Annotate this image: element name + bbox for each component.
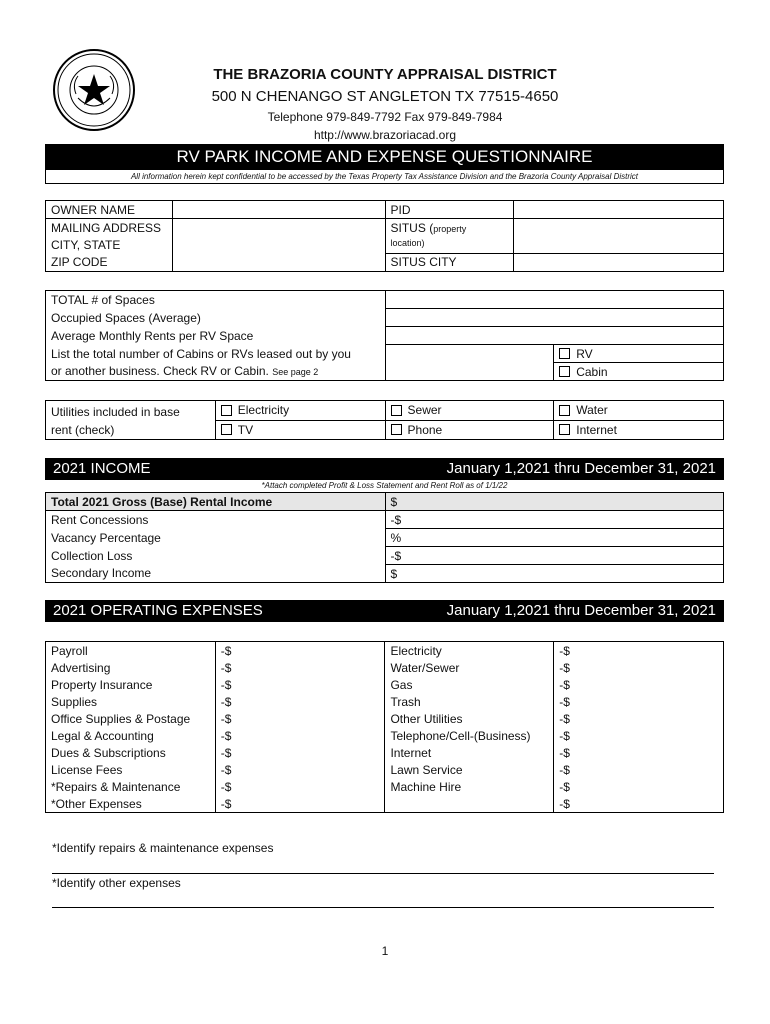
tv-checkbox-box[interactable] [221,424,232,435]
water-checkbox-box[interactable] [559,405,570,416]
other-note: *Identify other expenses [52,876,181,890]
expense-value-left[interactable]: -$ [215,676,385,693]
expense-value-left[interactable]: -$ [215,710,385,727]
expense-label-right: Water/Sewer [385,659,554,676]
mailing-address-label: MAILING ADDRESS [46,219,173,237]
income-table [45,492,724,583]
expense-row [46,642,724,660]
rv-checkbox-box[interactable] [559,348,570,359]
electricity-checkbox-box[interactable] [221,405,232,416]
income-row-value[interactable]: % [385,529,723,547]
income-row-value[interactable]: -$ [385,547,723,565]
org-website[interactable]: http://www.brazoriacad.org [313,128,457,142]
expense-row [46,778,724,795]
occupied-spaces-label: Occupied Spaces (Average) [46,309,386,327]
expenses-table [45,641,724,813]
other-line[interactable] [52,906,714,908]
phone-checkbox[interactable]: Phone [385,420,554,440]
income-row [46,547,724,565]
expense-value-right[interactable]: -$ [554,642,724,660]
repairs-line[interactable] [52,872,714,874]
owner-table [45,200,724,272]
expense-value-right[interactable]: -$ [554,761,724,778]
avg-rent-field[interactable] [385,327,724,345]
page-number: 1 [381,944,389,958]
cabin-checkbox[interactable]: Cabin [554,363,724,381]
income-row-value[interactable]: $ [385,565,723,583]
expense-value-left[interactable]: -$ [215,744,385,761]
internet-checkbox[interactable]: Internet [554,420,724,440]
form-title: RV PARK INCOME AND EXPENSE QUESTIONNAIRE [45,144,724,170]
total-spaces-label: TOTAL # of Spaces [46,291,386,309]
internet-checkbox-box[interactable] [559,424,570,435]
pid-field[interactable] [514,201,724,219]
sewer-checkbox[interactable]: Sewer [385,401,554,421]
list-count-field[interactable] [385,345,554,381]
occupied-spaces-field[interactable] [385,309,724,327]
expense-row [46,659,724,676]
expense-label-left: *Repairs & Maintenance [46,778,216,795]
income-row-label: Rent Concessions [46,511,386,529]
city-state-label: CITY, STATE [46,236,173,253]
expense-row [46,744,724,761]
expense-label-left: Supplies [46,693,216,710]
expense-value-left[interactable]: -$ [215,761,385,778]
expense-row [46,710,724,727]
total-spaces-field[interactable] [385,291,724,309]
expenses-period: January 1,2021 thru December 31, 2021 [446,602,716,619]
income-row-value[interactable]: $ [385,493,723,511]
expenses-section-header [45,600,724,622]
expense-label-right: Trash [385,693,554,710]
sewer-checkbox-box[interactable] [391,405,402,416]
cabin-checkbox-box[interactable] [559,366,570,377]
situs-city-label: SITUS CITY [385,253,514,271]
expense-label-left: Dues & Subscriptions [46,744,216,761]
income-row-value[interactable]: -$ [385,511,723,529]
expense-value-right[interactable]: -$ [554,778,724,795]
list-label-line2: or another business. Check RV or Cabin. See page 2 [46,363,386,381]
situs-label: SITUS (property location) [385,219,514,254]
expense-label-right: Other Utilities [385,710,554,727]
expense-label-left: License Fees [46,761,216,778]
org-phone: Telephone 979-849-7792 Fax 979-849-7984 [267,110,503,124]
electricity-checkbox[interactable]: Electricity [215,401,385,421]
income-row-label: Secondary Income [46,565,386,583]
expense-label-right: Machine Hire [385,778,554,795]
expense-row [46,676,724,693]
expense-label-right: Internet [385,744,554,761]
expense-value-right[interactable]: -$ [554,795,724,813]
expense-label-left: Legal & Accounting [46,727,216,744]
income-row-label: Vacancy Percentage [46,529,386,547]
owner-name-label: OWNER NAME [46,201,173,219]
expense-label-right: Gas [385,676,554,693]
phone-checkbox-box[interactable] [391,424,402,435]
expense-label-left: Property Insurance [46,676,216,693]
income-note: *Attach completed Profit & Loss Statement and Rent Roll as of 1/1/22 [261,481,508,490]
expense-label-left: Advertising [46,659,216,676]
expense-value-left[interactable]: -$ [215,795,385,813]
expense-value-left[interactable]: -$ [215,727,385,744]
rv-checkbox[interactable]: RV [554,345,724,363]
org-address: 500 N CHENANGO ST ANGLETON TX 77515-4650 [211,88,559,105]
expense-row [46,795,724,813]
tv-checkbox[interactable]: TV [215,420,385,440]
income-section-header [45,458,724,480]
situs-field[interactable] [514,219,724,254]
list-label-line1: List the total number of Cabins or RVs leased out by you [46,345,386,363]
spaces-table [45,290,724,381]
income-row [46,493,724,511]
income-period: January 1,2021 thru December 31, 2021 [446,460,716,477]
avg-rent-label: Average Monthly Rents per RV Space [46,327,386,345]
expense-row [46,727,724,744]
expense-label-left: Payroll [46,642,216,660]
repairs-note: *Identify repairs & maintenance expenses [52,841,274,855]
expense-value-right[interactable]: -$ [554,659,724,676]
county-seal [52,48,136,132]
utilities-table [45,400,724,440]
expense-value-right[interactable]: -$ [554,693,724,710]
expense-label-left: Office Supplies & Postage [46,710,216,727]
zip-label: ZIP CODE [46,253,173,271]
income-row [46,565,724,583]
situs-city-field[interactable] [514,253,724,271]
water-checkbox[interactable]: Water [554,401,724,421]
expense-value-left[interactable]: -$ [215,778,385,795]
confidential-note: All information herein kept confidential to be accessed by the Texas Property Tax Assistance Division and the Brazoria County Appraisal District [45,170,724,184]
utilities-label: Utilities included in base rent (check) [46,401,216,440]
income-row-label: Collection Loss [46,547,386,565]
org-name: THE BRAZORIA COUNTY APPRAISAL DISTRICT [213,66,557,83]
expense-value-right[interactable]: -$ [554,676,724,693]
expenses-title: 2021 OPERATING EXPENSES [53,602,263,619]
expense-label-right: Telephone/Cell-(Business) [385,727,554,744]
expense-value-right[interactable]: -$ [554,727,724,744]
expense-value-left[interactable]: -$ [215,693,385,710]
expense-label-right [385,795,554,813]
expense-label-right: Electricity [385,642,554,660]
expense-label-right: Lawn Service [385,761,554,778]
expense-row [46,693,724,710]
income-title: 2021 INCOME [53,460,151,477]
expense-value-left[interactable]: -$ [215,642,385,660]
income-row-label: Total 2021 Gross (Base) Rental Income [46,493,386,511]
expense-value-right[interactable]: -$ [554,744,724,761]
expense-value-right[interactable]: -$ [554,710,724,727]
income-row [46,529,724,547]
pid-label: PID [385,201,514,219]
expense-label-left: *Other Expenses [46,795,216,813]
expense-value-left[interactable]: -$ [215,659,385,676]
mailing-address-field[interactable] [172,219,385,272]
owner-name-field[interactable] [172,201,385,219]
income-row [46,511,724,529]
expense-row [46,761,724,778]
